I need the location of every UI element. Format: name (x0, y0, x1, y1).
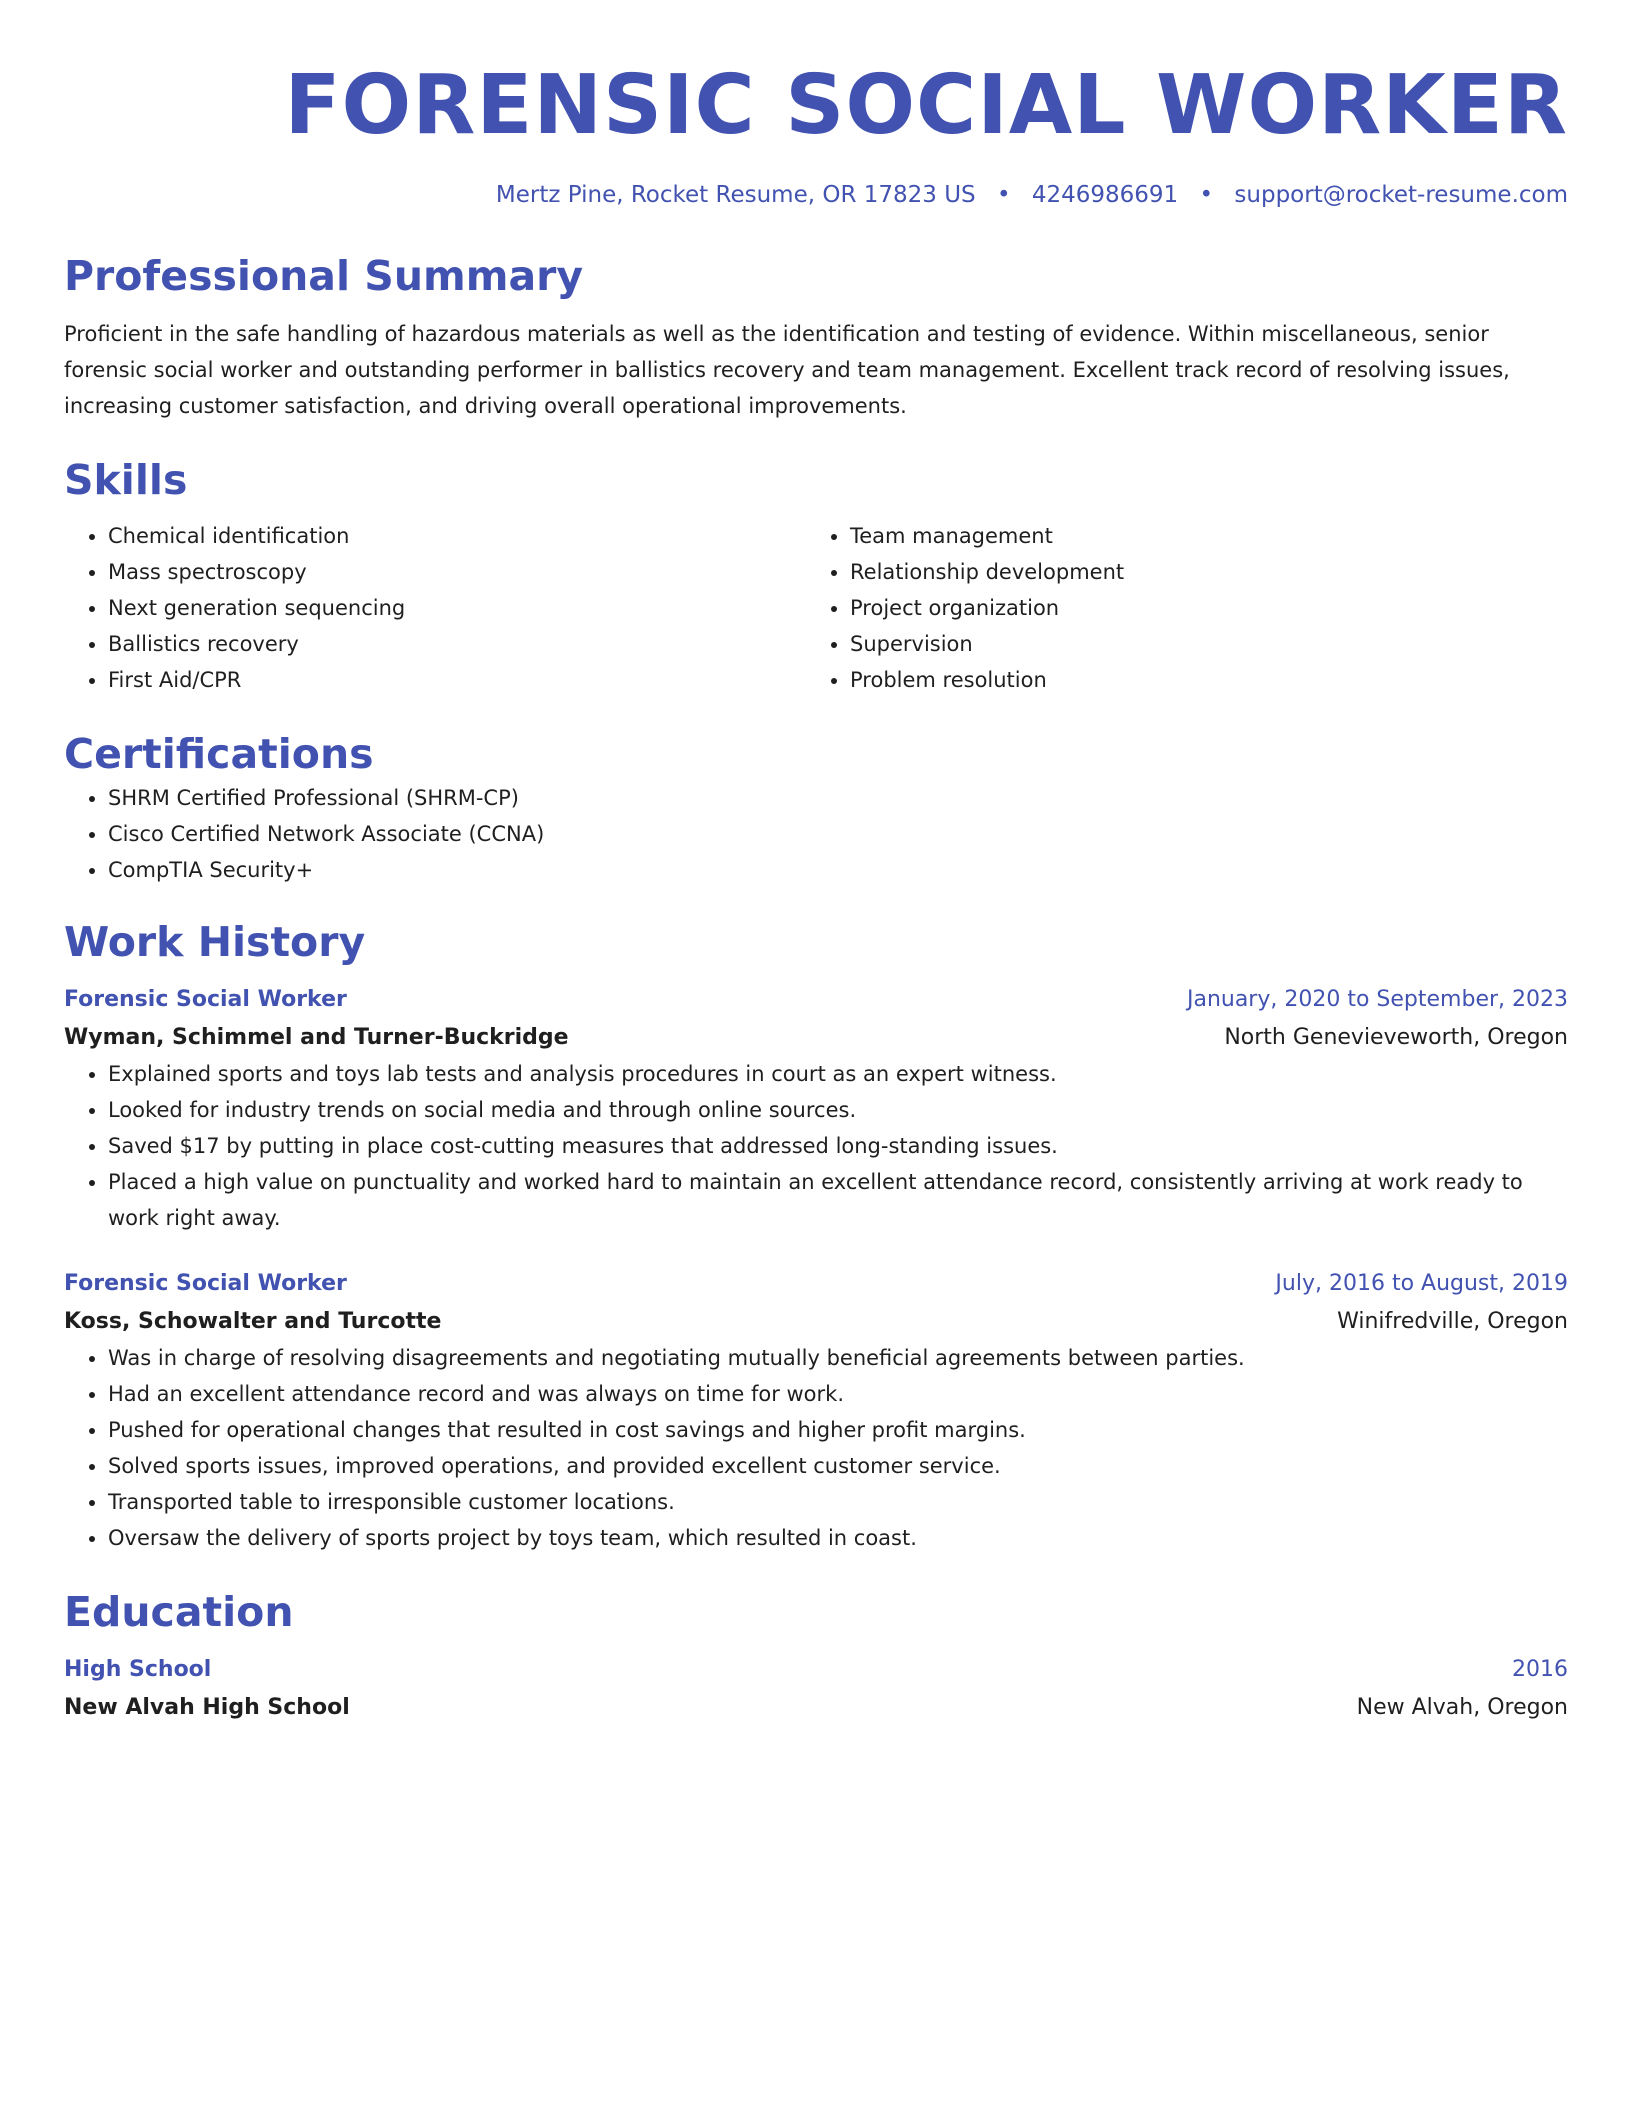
skill-item: • Chemical identification (108, 518, 806, 554)
summary-text: Proficient in the safe handling of hazardous materials as well as the identification and testing of evidence. Within miscellaneous, senior forensic social worker and outstanding performer in ballistics recovery and team management. Excellent track record of resolving issues, increasing customer satisfaction, and driving overall operational improvements. (64, 322, 1510, 418)
job-subheader (64, 1304, 1568, 1340)
job-bullet: • Pushed for operational changes that resulted in cost savings and higher profit margins. (108, 1412, 1568, 1448)
job-employer: Wyman, Schimmel and Turner-Buckridge (64, 1025, 569, 1050)
job-title: Forensic Social Worker (64, 987, 347, 1012)
skills-right-column (806, 518, 1548, 698)
job-entry (64, 1266, 1568, 1556)
skill-item: • Supervision (850, 626, 1548, 662)
contact-phone: 4246986691 (1031, 182, 1179, 208)
job-bullet: • Looked for industry trends on social media and through online sources. (108, 1092, 1568, 1128)
skill-item: • Ballistics recovery (108, 626, 806, 662)
job-bullet: • Saved $17 by putting in place cost-cutting measures that addressed long-standing issues. (108, 1128, 1568, 1164)
job-location: North Genevieveworth, Oregon (1224, 1025, 1568, 1050)
education-header (64, 1652, 1568, 1688)
education-degree: High School (64, 1657, 212, 1682)
contact-separator: • (1199, 182, 1214, 208)
job-employer: Koss, Schowalter and Turcotte (64, 1309, 442, 1334)
education-school: New Alvah High School (64, 1695, 350, 1720)
skill-item: • Next generation sequencing (108, 590, 806, 626)
job-bullet: • Solved sports issues, improved operations, and provided excellent customer service. (108, 1448, 1568, 1484)
job-header (64, 982, 1568, 1018)
skills-left-list (64, 518, 806, 698)
skill-item: • First Aid/CPR (108, 662, 806, 698)
job-bullets (64, 1340, 1568, 1556)
skill-item: • Relationship development (850, 554, 1548, 590)
job-header (64, 1266, 1568, 1302)
education-heading: Education (64, 1588, 294, 1636)
job-bullet: • Oversaw the delivery of sports project by toys team, which resulted in coast. (108, 1520, 1568, 1556)
skills-right-list (806, 518, 1548, 698)
job-dates: July, 2016 to August, 2019 (1275, 1271, 1568, 1296)
job-title: Forensic Social Worker (64, 1271, 347, 1296)
skill-item: • Mass spectroscopy (108, 554, 806, 590)
contact-separator: • (996, 182, 1011, 208)
summary-heading: Professional Summary (64, 252, 584, 300)
job-bullet: • Transported table to irresponsible customer locations. (108, 1484, 1568, 1520)
skills-columns (64, 518, 1568, 698)
education-subheader (64, 1690, 1568, 1726)
job-bullet: • Was in charge of resolving disagreements and negotiating mutually beneficial agreements between parties. (108, 1340, 1568, 1376)
job-dates: January, 2020 to September, 2023 (1186, 987, 1568, 1012)
certification-item: • CompTIA Security+ (108, 852, 1568, 888)
contact-email: support@rocket-resume.com (1234, 182, 1568, 208)
job-bullet: • Had an excellent attendance record and was always on time for work. (108, 1376, 1568, 1412)
job-bullet: • Placed a high value on punctuality and worked hard to maintain an excellent attendance record, consistently arriving at work ready to work right away. (108, 1164, 1568, 1236)
job-bullets (64, 1056, 1568, 1236)
skill-item: • Project organization (850, 590, 1548, 626)
certifications-heading: Certifications (64, 730, 374, 778)
skills-left-column (64, 518, 806, 698)
job-bullet: • Explained sports and toys lab tests and analysis procedures in court as an expert witness. (108, 1056, 1568, 1092)
skill-item: • Team management (850, 518, 1548, 554)
job-subheader (64, 1020, 1568, 1056)
certification-item: • SHRM Certified Professional (SHRM-CP) (108, 780, 1568, 816)
certifications-list (64, 780, 1568, 888)
resume-name-heading: FORENSIC SOCIAL WORKER (284, 58, 1568, 153)
contact-address: Mertz Pine, Rocket Resume, OR 17823 US (495, 182, 976, 208)
skill-item: • Problem resolution (850, 662, 1548, 698)
education-entry (64, 1652, 1568, 1726)
skills-heading: Skills (64, 456, 188, 504)
certification-item: • Cisco Certified Network Associate (CCNA) (108, 816, 1568, 852)
job-location: Winifredville, Oregon (1337, 1309, 1568, 1334)
work-history-heading: Work History (64, 918, 366, 966)
contact-line (64, 178, 1568, 212)
job-entry (64, 982, 1568, 1236)
education-location: New Alvah, Oregon (1356, 1695, 1568, 1720)
education-year: 2016 (1512, 1657, 1568, 1682)
